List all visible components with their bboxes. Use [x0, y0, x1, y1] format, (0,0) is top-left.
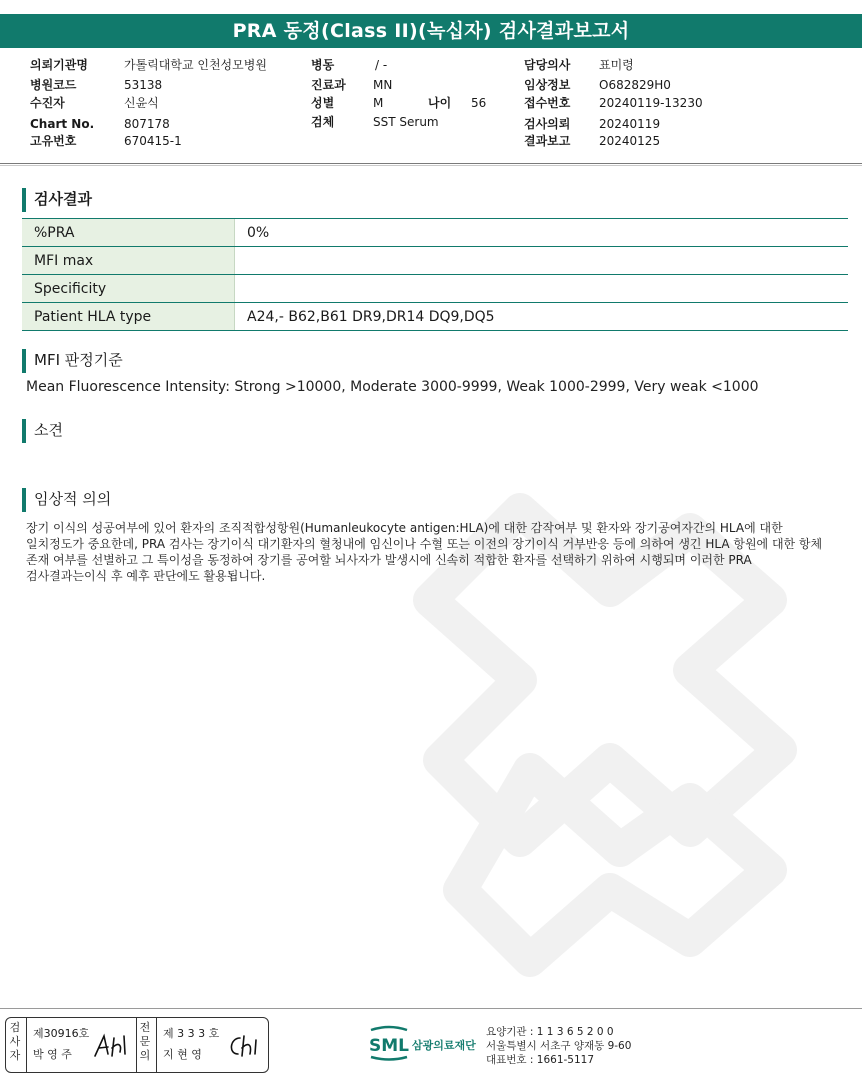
footer-divider	[0, 1008, 862, 1009]
tester-license: 제30916호	[33, 1027, 90, 1040]
info-label: 수진자	[30, 96, 65, 110]
divider	[156, 1018, 157, 1072]
table-row	[22, 219, 848, 247]
info-value: 가톨릭대학교 인천성모병원	[124, 58, 267, 72]
tester-name: 박 영 주	[33, 1048, 72, 1061]
section-opinion-title: 소견	[22, 419, 63, 443]
table-row	[22, 247, 848, 275]
divider	[136, 1018, 137, 1072]
result-value	[235, 275, 849, 303]
char: 의	[139, 1049, 151, 1062]
doctor-license: 제 3 3 3 호	[163, 1027, 220, 1040]
info-value: SST Serum	[373, 115, 439, 129]
header-divider	[0, 163, 862, 164]
info-label: Chart No.	[30, 117, 95, 131]
section-clinical-title: 임상적 의의	[22, 488, 111, 512]
institution-code: 요양기관 : 1 1 3 6 5 2 0 0	[486, 1026, 614, 1038]
info-label: 임상정보	[524, 78, 571, 92]
info-label: 병동	[311, 58, 335, 72]
section-results-title: 검사결과	[22, 188, 92, 212]
result-value: 0%	[235, 219, 849, 247]
results-table	[22, 218, 848, 331]
info-label: 결과보고	[524, 134, 571, 148]
info-value: 신윤식	[124, 96, 159, 110]
info-label: 진료과	[311, 78, 346, 92]
logo-name: 삼광의료재단	[412, 1039, 476, 1052]
divider	[26, 1018, 27, 1072]
logo-mark: SML	[369, 1036, 409, 1056]
result-label: Specificity	[22, 275, 235, 303]
info-value: 20240119	[599, 117, 661, 131]
info-label: 의뢰기관명	[30, 58, 88, 72]
char: 문	[139, 1035, 151, 1048]
info-value: 53138	[124, 78, 163, 92]
char: 검	[9, 1021, 21, 1034]
char: 자	[9, 1049, 21, 1062]
institution-address: 서울특별시 서초구 양재동 9-60	[486, 1040, 632, 1052]
result-label: %PRA	[22, 219, 235, 247]
info-label: 검체	[311, 115, 335, 129]
char: 사	[9, 1035, 21, 1048]
doctor-name: 지 현 영	[163, 1048, 202, 1061]
section-mfi-title: MFI 판정기준	[22, 349, 123, 373]
info-value: O682829H0	[599, 78, 671, 92]
signature-box	[5, 1017, 269, 1073]
result-label: Patient HLA type	[22, 303, 235, 331]
institution-phone: 대표번호 : 1661-5117	[486, 1054, 595, 1066]
table-row	[22, 275, 848, 303]
info-label: 나이	[428, 96, 452, 110]
table-row	[22, 303, 848, 331]
result-value: A24,- B62,B61 DR9,DR14 DQ9,DQ5	[235, 303, 849, 331]
info-value: M	[373, 96, 384, 110]
doctor-vertical-label	[138, 1021, 152, 1063]
tester-vertical-label	[8, 1021, 22, 1063]
info-label: 담당의사	[524, 58, 571, 72]
header-divider-shadow	[0, 165, 862, 166]
report-title: PRA 동정(Class II)(녹십자) 검사결과보고서	[0, 14, 862, 48]
tester-signature	[92, 1032, 132, 1060]
clinical-significance-text: 장기 이식의 성공여부에 있어 환자의 조직적합성항원(Humanleukocyte antigen:HLA)에 대한 감작여부 및 환자와 장기공여자간의 HLA에 대한 일치정도가 중요한데, PRA 검사는 장기이식 대기환자의 혈청내에 임신이나 수혈 또는 이전의 장기이식 거부반응 등에 의하여 생긴 HLA 항원에 대한 항체 존재 여부를 선별하고 그 특이성을 동정하여 장기를 공여할 뇌사자가 발생시에 신속히 적합한 환자를 선택하기 위하여 시행되며 이러한 PRA 검사결과는이식 후 예후 판단에도 활용됩니다.	[26, 521, 823, 583]
institution-info	[486, 1025, 631, 1067]
doctor-signature	[224, 1032, 264, 1060]
info-label: 성별	[311, 96, 335, 110]
info-label: 검사의뢰	[524, 117, 571, 131]
info-value: 670415-1	[124, 134, 182, 148]
info-value: 표미령	[599, 58, 634, 72]
info-value: 20240119-13230	[599, 96, 703, 110]
info-label: 접수번호	[524, 96, 571, 110]
char: 전	[139, 1021, 151, 1034]
info-value: MN	[373, 78, 393, 92]
info-value: / -	[375, 58, 388, 72]
info-label: 고유번호	[30, 134, 77, 148]
result-label: MFI max	[22, 247, 235, 275]
info-value: 56	[471, 96, 487, 110]
result-value	[235, 247, 849, 275]
info-value: 807178	[124, 117, 170, 131]
info-value: 20240125	[599, 134, 661, 148]
info-label: 병원코드	[30, 78, 77, 92]
mfi-criteria-text: Mean Fluorescence Intensity: Strong >10000, Moderate 3000-9999, Weak 1000-2999, Very weak <1000	[26, 379, 759, 395]
